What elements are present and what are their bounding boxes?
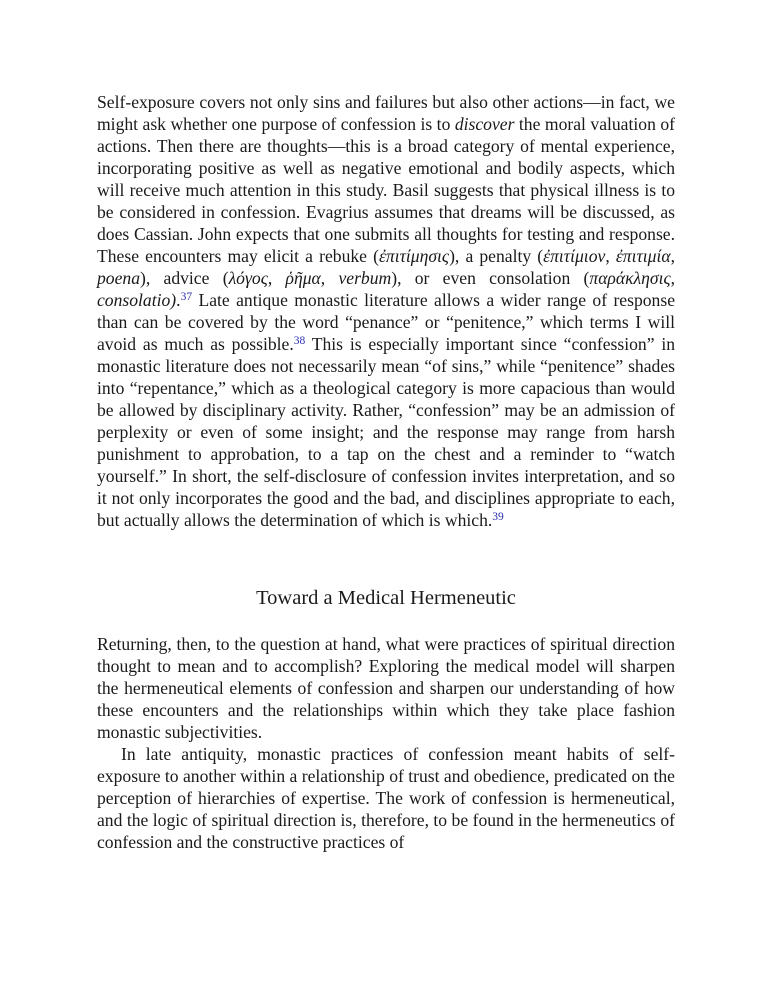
text-run: . — [176, 290, 181, 310]
greek-term: ἐπιτίμιον — [543, 246, 606, 266]
section-heading: Toward a Medical Hermeneutic — [256, 587, 516, 609]
text-run: ), or even consolation ( — [391, 268, 590, 288]
text-run: , — [670, 246, 676, 266]
paragraph-self-exposure — [97, 91, 675, 531]
greek-term: ἐπιτίμησις — [378, 246, 450, 266]
greek-term: ῥῆμα — [285, 268, 321, 288]
greek-term: λόγος — [228, 268, 268, 288]
emphasis-discover: discover — [454, 114, 515, 134]
text-run: , — [670, 268, 676, 288]
paragraph-returning: Returning, then, to the question at hand, what were practices of spiritual direction thought to mean and to accomplish? Exploring the medical model will sharpen the hermeneutical elements of confession and sharpen our understanding of how these encounters and the relationships within which they take place fashion monastic subjectivities. — [97, 634, 675, 742]
latin-term: verbum — [338, 268, 392, 288]
greek-term: παράκλησις — [589, 268, 671, 288]
latin-term: consolatio) — [97, 290, 177, 310]
text-run: Self-exposure covers not only sins and failures but also other actions—in fact, we might ask whether one purpose of confession is to — [97, 92, 675, 134]
footnote-ref-39[interactable]: 39 — [492, 511, 504, 523]
footnote-ref-37[interactable]: 37 — [180, 291, 193, 303]
text-run: ), advice ( — [140, 268, 229, 288]
paragraph-late-antiquity: In late antiquity, monastic practices of confession meant habits of self-exposure to another within a relationship of trust and obedience, predicated on the perception of hierarchies of expertise. The work of confession is hermeneutical, and the logic of spiritual direction is, therefore, to be found in the hermeneutics of confession and the constructive practices of — [97, 744, 675, 852]
greek-term: ἐπιτιμία — [615, 246, 671, 266]
text-run: Late antique monastic literature allows a wider range of response than can be covered by the word “penance” or “penitence,” which terms I will avoid as much as possible. — [97, 290, 675, 354]
footnote-ref-38[interactable]: 38 — [293, 335, 306, 347]
page-body — [97, 91, 675, 853]
text-run: ), a penalty ( — [449, 246, 544, 266]
text-run: the moral valuation of actions. Then there are thoughts—this is a broad category of mental experience, incorporating positive as well as negative emotional and bodily aspects, which will receive much attention in this study. Basil suggests that physical illness is to be considered in confession. Evagrius assumes that dreams will be discussed, as does Cassian. John expects that one submits all thoughts for testing and response. These encounters may elicit a rebuke ( — [97, 114, 675, 266]
text-run: This is especially important since “confession” in monastic literature does not necessarily mean “of sins,” while “penitence” shades into “repentance,” which as a theological category is more capacious than would be allowed by disciplinary activity. Rather, “confession” may be an admission of perplexity or even of some insight; and the response may range from harsh punishment to approbation, to a tap on the chest and a reminder to “watch yourself.” In short, the self-disclosure of confession invites interpretation, and so it not only incorporates the good and the bad, and disciplines appropriate to each, but actually allows the determination of which is which. — [97, 334, 676, 530]
text-run: , — [320, 268, 339, 288]
text-run: , — [605, 246, 616, 266]
text-run: , — [267, 268, 286, 288]
latin-term: poena — [97, 268, 140, 288]
